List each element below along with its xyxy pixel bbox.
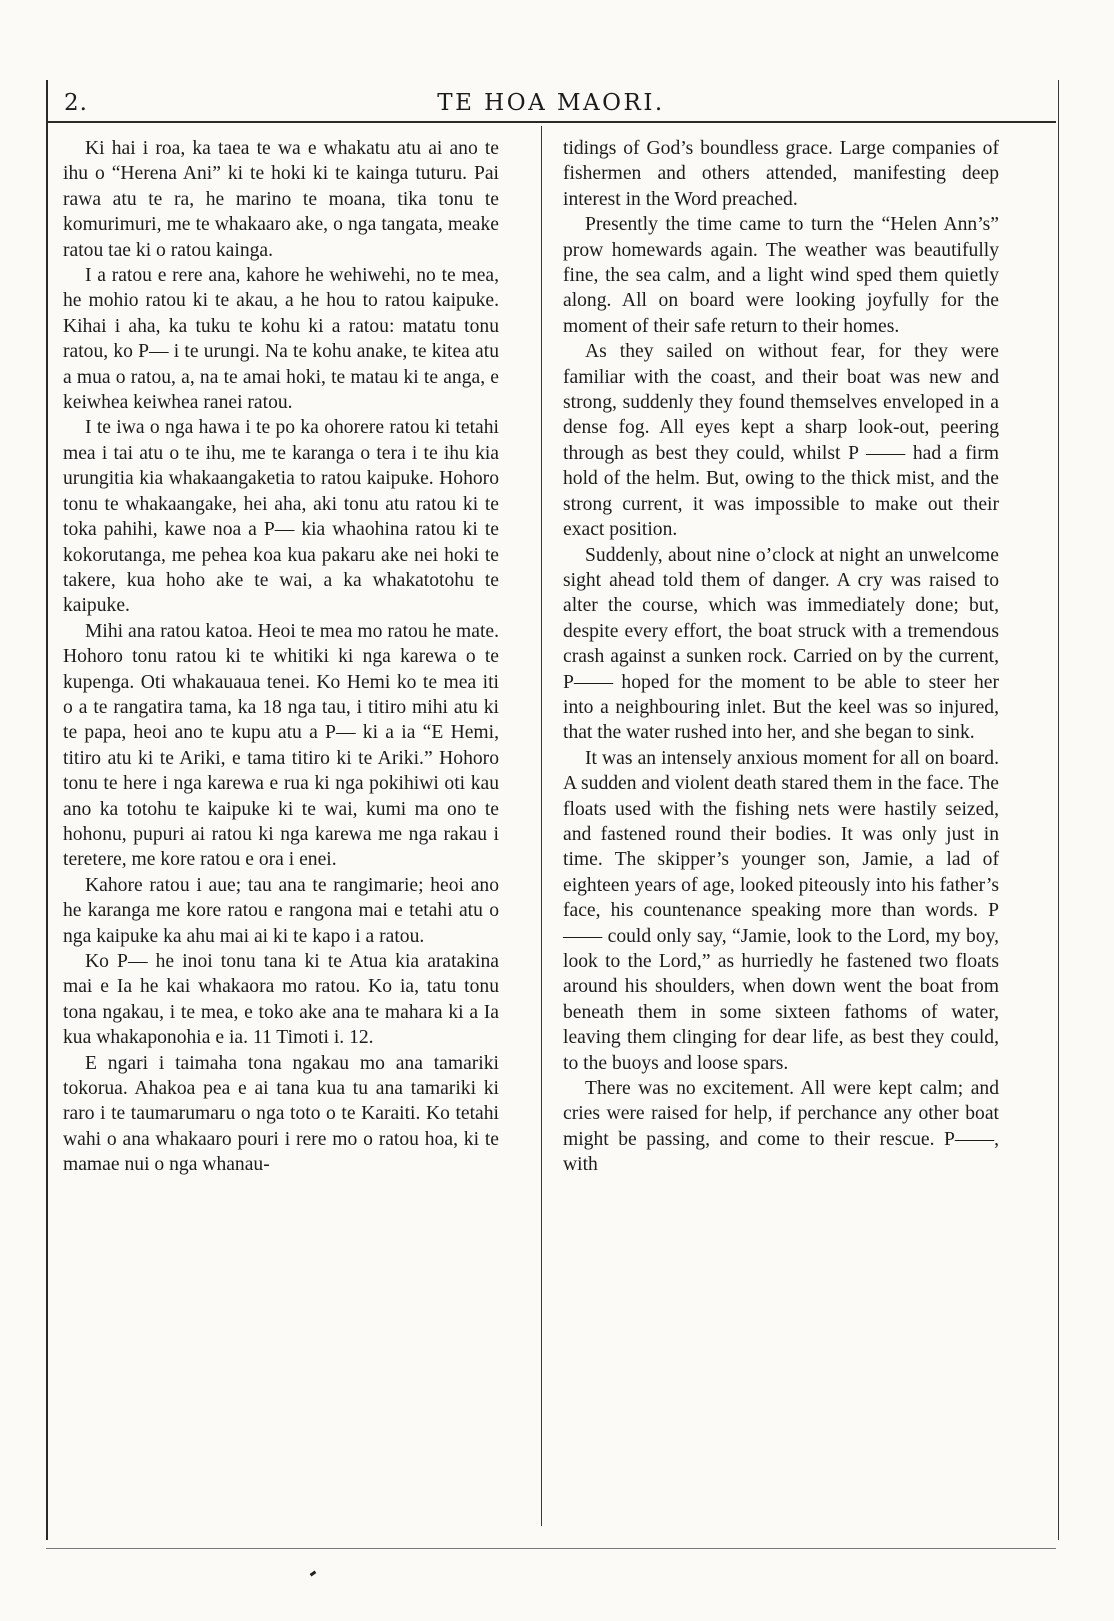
paragraph: E ngari i taimaha tona ngakau mo ana tamariki tokorua. Ahakoa pea e ai tana kua tu ana tamariki ki raro i te taumarumaru o nga toto o te Karaiti. Ko tetahi wahi o ana whakaaro pouri i rere mo o ratou hoa, ki te mamae nui o nga whanau- [63, 1052, 499, 1176]
paragraph: Mihi ana ratou katoa. Heoi te mea mo ratou he mate. Hohoro tonu ratou ki te whitiki ki nga karewa o te kupenga. Oti whakauaua tenei. Ko Hemi ko te mea iti o a te rangatira tama, ka 18 nga tau, i titiro mihi atu ki te papa, heoi ano te kupu atu a P— ki a ia “E Hemi, titiro atu ki te Ariki, e tama titiro ki te Ariki.” Hohoro tonu te here i nga karewa e rua ki nga pokihiwi oti kau ano ka totohu te kaipuke ki te wai, kumi ma ono te hohonu, pupuri ai ratou ki nga karewa me nga rakau i teretere, me kore ratou e ora i enei. [63, 620, 499, 871]
paragraph: I a ratou e rere ana, kahore he wehiwehi, no te mea, he mohio ratou ki te akau, a he hou to ratou kaipuke. Kihai i aha, ka tuku te kohu ki a ratou: matatu tonu ratou, ko P— i te urungi. Na te kohu anake, te kitea atu a mua o ratou, a, na te amai hoki, te matau ki te anga, e keiwhea keiwhea ranei ratou. [63, 265, 499, 414]
column-divider [541, 126, 542, 1526]
paragraph: Kahore ratou i aue; tau ana te rangimarie; heoi ano he karanga me kore ratou e rangona mai e tetahi atu o nga kaipuke ka ahu mai ai ki te kapo i a ratou. [63, 874, 499, 947]
page-number: 2. [64, 90, 88, 116]
page-header [46, 84, 1056, 124]
paragraph: I te iwa o nga hawa i te po ka ohorere ratou ki tetahi mea i tai atu o te ihu, me te karanga o tera i te ihu kia urungitia kia whakaangaketia to ratou kaipuke. Hohoro tonu te whakaangake, hei aha, aki tonu atu ratou ki te toka pahihi, kawe noa a P— kia whaohina ratou ki te kokorutanga, me pehea koa kua pakaru ake nei hoki te takere, kua hoho ake te wai, a ka whakatotohu te kaipuke. [63, 417, 499, 617]
paragraph-continued: tidings of God’s boundless grace. Large companies of fishermen and others attended, manifesting deep interest in the Word preached. [563, 138, 999, 210]
paragraph: Ki hai i roa, ka taea te wa e whakatu atu ai ano te ihu o “Herena Ani” ki te hoki ki te kainga tuturu. Pai rawa atu te ra, he marino te moana, tika tonu te komurimuri, me te whakaaro ake, o nga tangata, meake ratou tae ki o ratou kainga. [63, 138, 499, 261]
header-rule [46, 121, 1056, 123]
paragraph: Presently the time came to turn the “Helen Ann’s” prow homewards again. The weather was beautifully fine, the sea calm, and a light wind sped them quietly along. All on board were looking joyfully for the moment of their safe return to their homes. [563, 214, 999, 337]
ink-speck [310, 1571, 317, 1577]
left-column-maori [63, 136, 499, 1178]
paragraph: As they sailed on without fear, for they were familiar with the coast, and their boat was new and strong, suddenly they found themselves enveloped in a dense fog. All eyes kept a sharp look-out, peering through as best they could, whilst P —— had a firm hold of the helm. But, owing to the thick mist, and the strong current, it was impossible to make out their exact position. [563, 341, 999, 541]
paragraph: Ko P— he inoi tonu tana ki te Atua kia aratakina mai e Ia he kai whakaora mo ratou. Ko ia, tatu tonu tona ngakau, i te mea, e toko ake ana te mahara ki a Ia kua whakaponohia e ia. 11 Timoti i. 12. [63, 951, 499, 1049]
paragraph: Suddenly, about nine o’clock at night an unwelcome sight ahead told them of danger. A cry was raised to alter the course, which was immediately done; but, despite every effort, the boat struck with a tremendous crash against a sunken rock. Carried on by the current, P—— hoped for the moment to be able to steer her into a neighbouring inlet. But the keel was so injured, that the water rushed into her, and she began to sink. [563, 544, 999, 744]
paragraph: It was an intensely anxious moment for all on board. A sudden and violent death stared them in the face. The floats used with the fishing nets were hastily seized, and fastened round their bodies. It was only just in time. The skipper’s younger son, Jamie, a lad of eighteen years of age, looked piteously into his father’s face, his countenance speaking more than words. P —— could only say, “Jamie, look to the Lord, my boy, look to the Lord,” as hurriedly he fastened two floats around his shoulders, when down went the boat from beneath them in some sixteen fathoms of water, leaving them clinging for dear life, as best they could, to the buoys and loose spars. [563, 747, 999, 1074]
right-column-english [563, 136, 999, 1178]
bottom-rule [46, 1548, 1056, 1549]
running-head: TE HOA MAORI. [437, 90, 665, 116]
paragraph: There was no excitement. All were kept calm; and cries were raised for help, if perchance any other boat might be passing, and come to their rescue. P——, with [563, 1078, 999, 1176]
